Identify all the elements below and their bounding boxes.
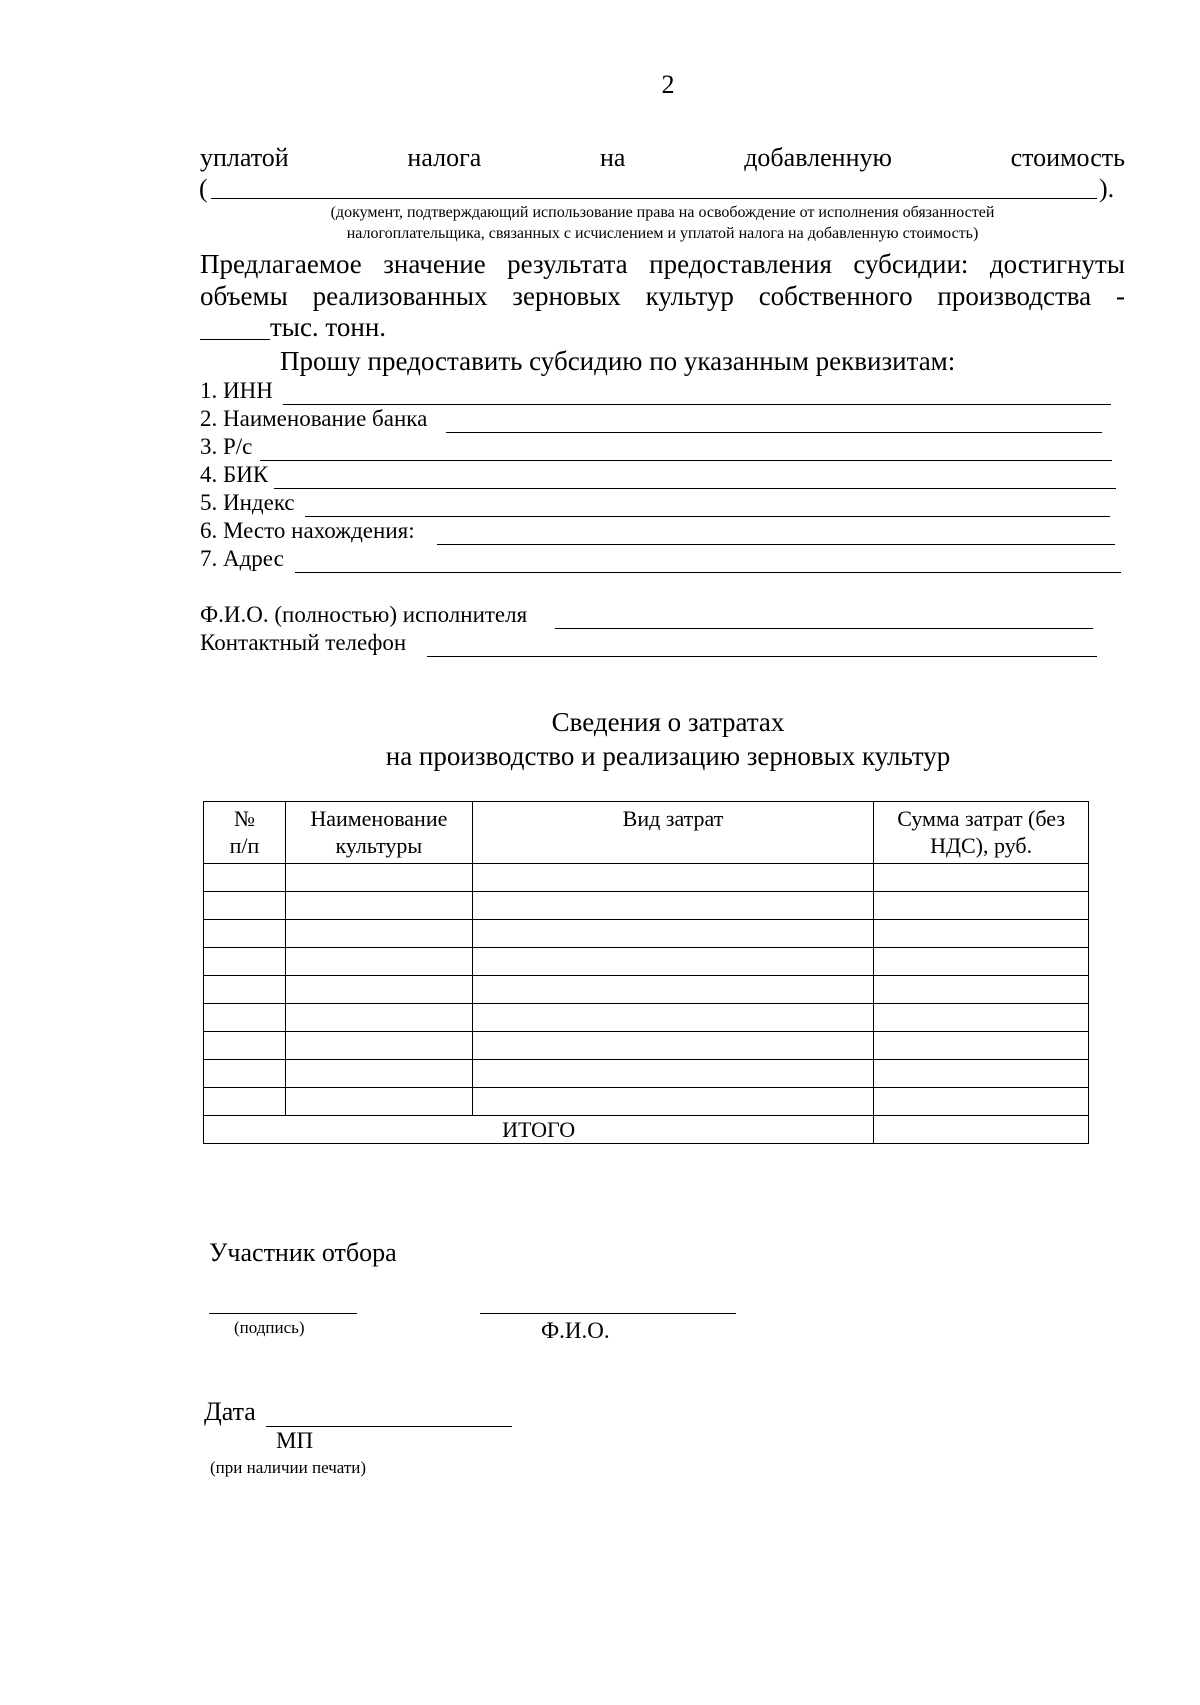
- requisite-bank-label: 2. Наименование банка: [200, 406, 428, 431]
- row-cost-type-cell[interactable]: [472, 864, 873, 892]
- header-number-line1: №: [233, 806, 255, 831]
- costs-title-line2: на производство и реализацию зерновых культур: [385, 741, 951, 771]
- intro-word: стоимость: [1010, 143, 1125, 172]
- costs-table: [203, 801, 1089, 1144]
- table-row: [204, 920, 1089, 948]
- paren-close: ).: [1099, 174, 1115, 203]
- date-label: Дата: [204, 1397, 256, 1426]
- row-cost-sum-cell[interactable]: [874, 1088, 1089, 1116]
- row-culture-cell[interactable]: [285, 976, 472, 1004]
- intro-word: добавленную: [744, 143, 892, 172]
- result-line2: объемы реализованных зерновых культур собственного производства -: [200, 281, 1125, 311]
- row-cost-sum-cell[interactable]: [874, 1032, 1089, 1060]
- result-line1: Предлагаемое значение результата предоставления субсидии: достигнуты: [200, 249, 1125, 279]
- requisite-inn-field[interactable]: [283, 404, 1111, 405]
- requisite-account-field[interactable]: [260, 460, 1112, 461]
- row-number-cell[interactable]: [204, 1004, 286, 1032]
- row-culture-cell[interactable]: [285, 1004, 472, 1032]
- header-sum-line2: НДС), руб.: [930, 833, 1033, 858]
- costs-body: [204, 864, 1089, 1116]
- phone-field[interactable]: [427, 656, 1097, 657]
- document-note-line1: (документ, подтверждающий использование права на освобождение от исполнения обязанностей: [330, 204, 995, 221]
- executor-field[interactable]: [555, 628, 1093, 629]
- tons-blank-line[interactable]: [200, 339, 270, 340]
- row-cost-type-cell[interactable]: [472, 892, 873, 920]
- header-sum-line1: Сумма затрат (без: [897, 806, 1066, 831]
- total-sum-cell[interactable]: [874, 1116, 1089, 1144]
- intro-word: налога: [407, 143, 482, 172]
- row-cost-type-cell[interactable]: [472, 1088, 873, 1116]
- phone-label: Контактный телефон: [200, 630, 407, 655]
- header-cost-sum: [874, 802, 1089, 864]
- request-heading: Прошу предоставить субсидию по указанным реквизитам:: [280, 346, 956, 376]
- row-culture-cell[interactable]: [285, 920, 472, 948]
- header-number: [204, 802, 286, 864]
- row-culture-cell[interactable]: [285, 1032, 472, 1060]
- row-cost-type-cell[interactable]: [472, 1004, 873, 1032]
- row-culture-cell[interactable]: [285, 1060, 472, 1088]
- costs-header-row: [204, 802, 1089, 864]
- costs-title-line1: Сведения о затратах: [551, 707, 785, 737]
- row-number-cell[interactable]: [204, 976, 286, 1004]
- requisite-address-label: 7. Адрес: [200, 546, 284, 571]
- requisite-account-label: 3. Р/с: [200, 434, 253, 459]
- row-number-cell[interactable]: [204, 1060, 286, 1088]
- document-note-line2: налогоплательщика, связанных с исчислением и уплатой налога на добавленную стоимость): [346, 225, 979, 242]
- stamp-note: (при наличии печати): [210, 1458, 367, 1477]
- header-culture-line2: культуры: [335, 833, 423, 858]
- requisite-location-label: 6. Место нахождения:: [200, 518, 415, 543]
- row-number-cell[interactable]: [204, 1088, 286, 1116]
- row-culture-cell[interactable]: [285, 948, 472, 976]
- header-cost-type: Вид затрат: [472, 802, 873, 864]
- row-number-cell[interactable]: [204, 864, 286, 892]
- requisite-location-field[interactable]: [437, 544, 1115, 545]
- requisite-bank-field[interactable]: [446, 432, 1102, 433]
- name-field[interactable]: [480, 1313, 736, 1314]
- row-cost-sum-cell[interactable]: [874, 864, 1089, 892]
- row-cost-sum-cell[interactable]: [874, 948, 1089, 976]
- row-cost-type-cell[interactable]: [472, 976, 873, 1004]
- table-row: [204, 1032, 1089, 1060]
- requisite-bik-label: 4. БИК: [200, 462, 269, 487]
- row-number-cell[interactable]: [204, 892, 286, 920]
- row-cost-sum-cell[interactable]: [874, 1060, 1089, 1088]
- row-number-cell[interactable]: [204, 948, 286, 976]
- requisite-index-field[interactable]: [305, 516, 1110, 517]
- header-culture: [285, 802, 472, 864]
- executor-label: Ф.И.О. (полностью) исполнителя: [200, 602, 528, 627]
- signature-caption: (подпись): [234, 1318, 305, 1337]
- table-row: [204, 948, 1089, 976]
- table-row: [204, 892, 1089, 920]
- row-number-cell[interactable]: [204, 920, 286, 948]
- table-row: [204, 1088, 1089, 1116]
- intro-line: [200, 143, 1125, 173]
- table-row: [204, 1004, 1089, 1032]
- row-cost-type-cell[interactable]: [472, 948, 873, 976]
- total-label: ИТОГО: [204, 1116, 874, 1144]
- row-cost-sum-cell[interactable]: [874, 920, 1089, 948]
- requisite-inn-label: 1. ИНН: [200, 378, 273, 403]
- intro-word: уплатой: [200, 143, 289, 172]
- date-field[interactable]: [266, 1426, 512, 1427]
- signature-field[interactable]: [209, 1313, 357, 1314]
- stamp-label: МП: [276, 1428, 314, 1453]
- costs-total-row: [204, 1116, 1089, 1144]
- page-number: 2: [661, 70, 675, 99]
- table-row: [204, 976, 1089, 1004]
- row-cost-type-cell[interactable]: [472, 920, 873, 948]
- header-culture-line1: Наименование: [310, 806, 448, 831]
- row-cost-sum-cell[interactable]: [874, 1004, 1089, 1032]
- requisite-index-label: 5. Индекс: [200, 490, 295, 515]
- name-caption: Ф.И.О.: [541, 1318, 610, 1343]
- result-line3: тыс. тонн.: [270, 312, 387, 342]
- table-row: [204, 1060, 1089, 1088]
- row-culture-cell[interactable]: [285, 892, 472, 920]
- row-cost-sum-cell[interactable]: [874, 976, 1089, 1004]
- participant-label: Участник отбора: [209, 1238, 397, 1267]
- row-cost-sum-cell[interactable]: [874, 892, 1089, 920]
- requisite-address-field[interactable]: [295, 572, 1121, 573]
- document-blank-line[interactable]: [211, 198, 1097, 199]
- table-row: [204, 864, 1089, 892]
- row-number-cell[interactable]: [204, 1032, 286, 1060]
- row-culture-cell[interactable]: [285, 864, 472, 892]
- paren-open: (: [199, 174, 208, 203]
- requisite-bik-field[interactable]: [274, 488, 1116, 489]
- row-cost-type-cell[interactable]: [472, 1032, 873, 1060]
- intro-word: на: [600, 143, 626, 172]
- header-number-line2: п/п: [229, 833, 260, 858]
- row-cost-type-cell[interactable]: [472, 1060, 873, 1088]
- row-culture-cell[interactable]: [285, 1088, 472, 1116]
